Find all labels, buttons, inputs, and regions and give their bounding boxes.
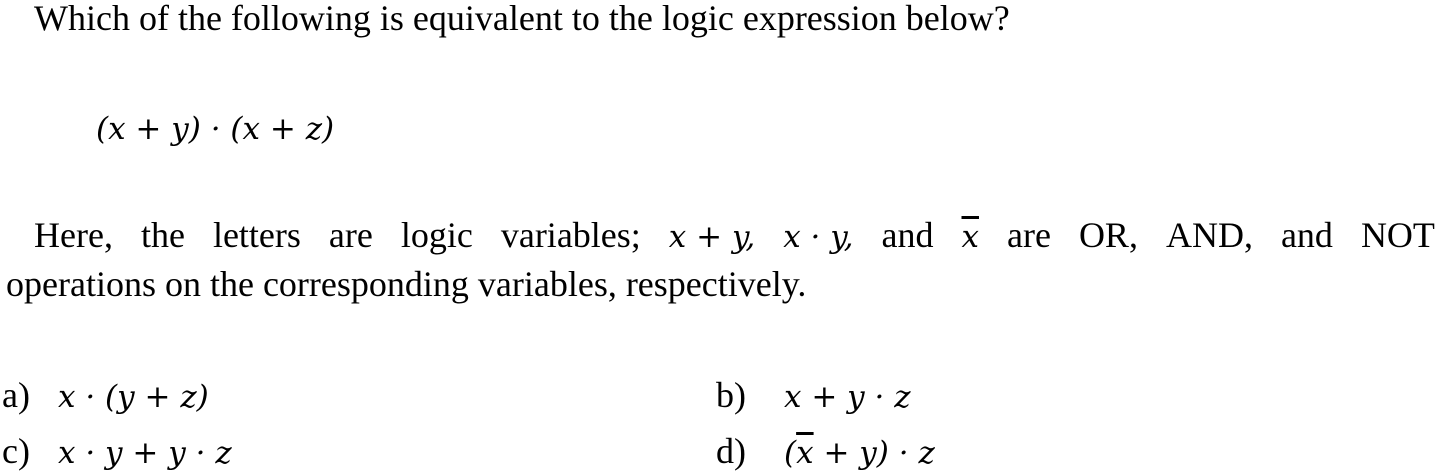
explanation-word: the	[140, 215, 185, 255]
explanation-word: logic	[400, 215, 473, 255]
option-d-label: d)	[716, 431, 746, 471]
explanation-word: Here,	[34, 215, 113, 255]
explanation-word: AND,	[1165, 215, 1253, 255]
explanation-word: letters	[212, 215, 301, 255]
option-d-rest: + y) · z	[813, 435, 935, 471]
explanation-word: are	[328, 215, 373, 255]
option-d-open-paren: (	[784, 435, 797, 471]
and-example: x · y,	[783, 219, 854, 255]
option-c[interactable]	[2, 430, 232, 472]
option-a-expression: x · (y + z)	[58, 379, 209, 415]
option-a[interactable]	[2, 374, 209, 416]
option-d-negated-x: $\overline{x}$	[796, 435, 814, 471]
option-a-label: a)	[2, 375, 30, 415]
explanation-word: are	[1006, 215, 1051, 255]
explanation-word: OR,	[1078, 215, 1138, 255]
option-c-expression: x · y + y · z	[58, 435, 232, 471]
explanation-word: variables;	[500, 215, 641, 255]
explanation-line-2: operations on the corresponding variables, respectively.	[6, 264, 807, 304]
logic-expression: (x + y) · (x + z)	[96, 111, 335, 147]
explanation-word: and	[881, 215, 934, 255]
option-b-expression: x + y · z	[784, 379, 911, 415]
question-prompt: Which of the following is equivalent to the logic expression below?	[34, 0, 1010, 38]
option-d-expression	[784, 435, 935, 471]
explanation-word: and	[1280, 215, 1333, 255]
explanation-word: NOT	[1360, 215, 1435, 255]
or-example: x + y,	[668, 219, 756, 255]
option-b-label: b)	[716, 375, 746, 415]
explanation-line-1	[34, 214, 1435, 256]
option-c-label: c)	[2, 431, 30, 471]
option-d[interactable]	[716, 430, 935, 472]
not-example: $\overline{x}$	[961, 219, 979, 255]
option-b[interactable]	[716, 374, 911, 416]
